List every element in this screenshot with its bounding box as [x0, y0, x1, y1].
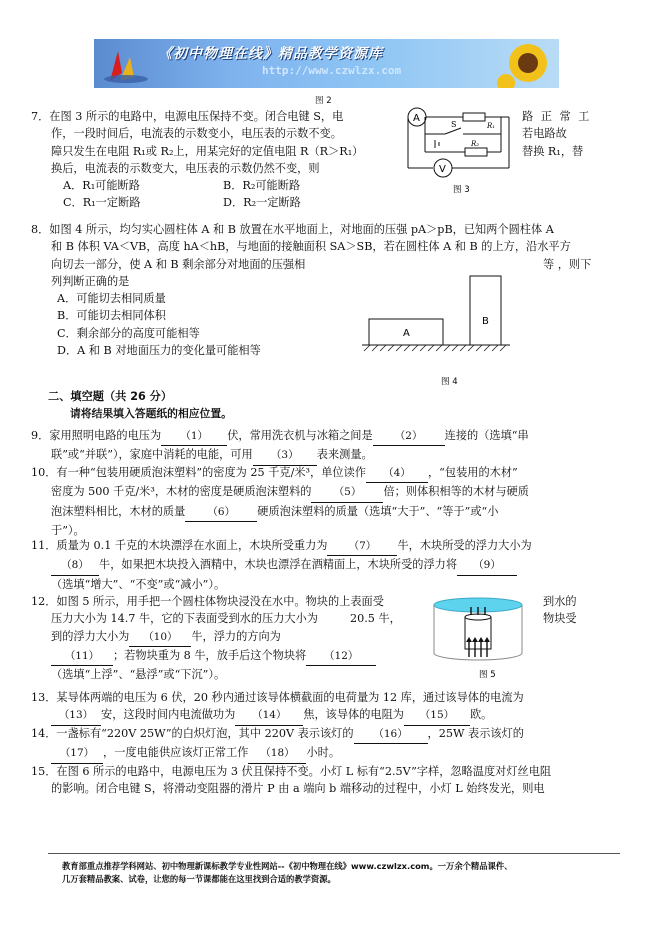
q10-text-3: 密度为 500 千克/米³，木材的密度是硬质泡沫塑料的 [51, 485, 312, 499]
q12-text-1: 12．如图 5 所示，用手把一个圆柱体物块浸没在水中。物块的上表面受 [31, 595, 384, 608]
question-14 [31, 725, 651, 764]
figure-4-caption: 图 4 [441, 377, 458, 386]
q8-option-a: A．可能切去相同质量 [57, 292, 166, 306]
question-10 [31, 464, 651, 539]
answer-blank-4: （4） [366, 465, 428, 483]
q7-line-3-right: 替换 R₁，替 [522, 144, 584, 158]
answer-blank-15: （15） [404, 707, 470, 725]
q13-text-2: 安，这段时间内电流做功为 [101, 708, 236, 722]
ammeter-label: A [413, 113, 420, 124]
question-7 [31, 108, 411, 211]
q8-option-b: B．可能切去相同体积 [57, 309, 166, 323]
q10-text-6: 硬质泡沫塑料的质量（选填“大于”、“等于”或“小 [257, 504, 499, 518]
answer-blank-17: （17） [51, 745, 103, 763]
q12-text-2-mid: 20.5 牛， [350, 612, 401, 626]
q11-text-3: 牛，如果把木块投入酒精中，木块也漂浮在酒精面上，木块所受的浮力将 [99, 558, 458, 572]
q8-option-d: D．A 和 B 对地面压力的变化量可能相等 [57, 344, 261, 358]
q9-text-5: 表来测量。 [316, 448, 373, 462]
switch-label: S [451, 120, 457, 129]
cylinder-b [470, 276, 501, 345]
q8-line-3: 向切去一部分，使 A 和 B 剩余部分对地面的压强相 [51, 257, 306, 271]
resistor-r2 [465, 148, 487, 156]
answer-blank-8: （8） [51, 557, 99, 575]
q7-line-2: 作，一段时间后，电流表的示数变小，电压表的示数不变。 [51, 127, 342, 141]
figure-3-caption: 图 3 [453, 185, 470, 194]
cylinder-b-label: B [482, 316, 489, 327]
answer-blank-2: （2） [373, 428, 445, 446]
section-2-instruction: 请将结果填入答题纸的相应位置。 [70, 407, 232, 420]
q8-line-3-right: 等 ，则下 [543, 257, 592, 271]
footer [62, 860, 622, 886]
q10-text-4: 倍；则体积相等的木材与硬质 [383, 485, 529, 499]
header-banner [94, 39, 559, 88]
banner-title: 《初中物理在线》精品教学资源库 [158, 46, 383, 62]
q12-text-5: ；若物块重为 8 牛，放手后这个物块将 [113, 648, 307, 662]
answer-blank-5: （5） [311, 484, 383, 502]
q7-line-3: 障只发生在电阻 R₁或 R₂上，用某完好的定值电阻 R（R＞R₁） [51, 144, 364, 158]
q12-text-1-right: 到水的 [543, 595, 577, 608]
q14-text-1: 14．一盏标有“220V 25W”的白炽灯泡，其中 220V 表示该灯的 [31, 727, 354, 740]
resistor-r1 [463, 113, 485, 121]
q9-text-3: 连接的（选填“串 [444, 429, 529, 442]
answer-blank-10: （10） [129, 629, 191, 647]
q7-option-b: B．R₂可能断路 [223, 179, 301, 193]
q14-text-2: ，25W 表示该灯的 [427, 727, 524, 740]
q13-text-3: 焦，该导体的电阻为 [303, 708, 404, 722]
q12-text-4: 牛，浮力的方向为 [191, 629, 281, 643]
question-11 [31, 537, 651, 593]
q7-option-d: D．R₂一定断路 [223, 196, 301, 210]
answer-blank-3: （3） [253, 447, 317, 465]
answer-blank-6: （6） [185, 504, 257, 522]
q8-line-4: 列判断正确的是 [51, 274, 130, 288]
q14-text-3: ，一度电能供应该灯正常工作 [103, 746, 249, 760]
answer-blank-9: （9） [457, 557, 517, 575]
q11-text-1: 11．质量为 0.1 千克的木块漂浮在水面上，木块所受重力为 [31, 539, 328, 552]
question-8 [31, 221, 651, 359]
ground-hatch [364, 345, 506, 351]
r1-label: R₁ [487, 122, 496, 130]
footer-line-1: 教育部重点推荐学科网站、初中物理新课标教学专业性网站--《初中物理在线》www.czwlzx.com。一万余个精品课件、 [62, 861, 513, 871]
q7-line-2-right: 若电路故 [522, 127, 567, 141]
answer-blank-18: （18） [248, 745, 306, 763]
q7-line-1: 7．在图 3 所示的电路中，电源电压保持不变。闭合电键 S，电 [31, 110, 344, 123]
q9-text-2: 伏，常用洗衣机与冰箱之间是 [227, 429, 373, 442]
cylinder-a-label: A [403, 328, 410, 339]
figure-5-beaker [423, 593, 533, 681]
q9-text-1: 9．家用照明电路的电压为 [31, 429, 162, 442]
q13-text-4: 欧。 [469, 708, 493, 722]
answer-blank-1: （1） [161, 428, 227, 446]
q10-text-5: 泡沫塑料相比，木材的质量 [51, 504, 186, 518]
q7-option-a: A．R₁可能断路 [63, 179, 140, 193]
figure-3-circuit [405, 104, 517, 194]
footer-line-2: 几万套精品教案、试卷，让您的每一节课都能在这里找到合适的教学资源。 [62, 874, 336, 884]
banner-url: http://www.czwlzx.com [262, 64, 402, 77]
q11-text-4: （选填“增大”、“不变”或“减小”）。 [51, 577, 226, 591]
q12-text-2: 压力大小为 14.7 牛，它的下表面受到水的压力大小为 [51, 612, 318, 626]
question-9 [31, 427, 651, 466]
site-logo-icon [100, 43, 152, 85]
question-15 [31, 763, 651, 798]
q10-text-2: ，“包装用的木材” [427, 466, 518, 479]
q9-text-4: 联”或“并联”），家庭中消耗的电能，可用 [51, 448, 253, 462]
q7-line-4: 换后，电流表的示数变大，电压表的示数仍然不变，则 [51, 161, 320, 175]
q13-text-1: 13．某导体两端的电压为 6 伏，20 秒内通过该导体横截面的电荷量为 12 库，通过该导体的电流为 [31, 691, 524, 704]
q7-option-c: C．R₁一定断路 [63, 196, 141, 210]
answer-blank-14: （14） [235, 707, 303, 725]
q10-text-7: 于”）。 [51, 523, 85, 537]
q8-line-1: 8．如图 4 所示，均匀实心圆柱体 A 和 B 放置在水平地面上，对地面的压强 pA＞pB，已知两个圆柱体 A [31, 223, 554, 236]
q8-option-c: C．剩余部分的高度可能相等 [57, 326, 200, 340]
figure-4-cylinders [362, 270, 512, 386]
figure-2-caption: 图 2 [315, 96, 332, 106]
question-12 [31, 593, 651, 683]
footer-divider [48, 853, 620, 854]
answer-blank-16: （16） [354, 726, 428, 744]
q15-line-1: 15．在图 6 所示的电路中，电源电压为 3 伏且保持不变。小灯 L 标有“2.5V”字样，忽略温度对灯丝电阻 [31, 765, 552, 778]
q12-text-2-right: 物块受 [543, 612, 577, 626]
q14-text-4: 小时。 [306, 746, 341, 760]
question-13 [31, 689, 651, 726]
q8-line-2: 和 B 体积 VA＜VB，高度 hA＜hB，与地面的接触面积 SA＞SB，若在圆柱体 A 和 B 的上方，沿水平方 [51, 240, 571, 254]
answer-blank-12: （12） [306, 648, 376, 666]
voltmeter-label: V [439, 164, 446, 175]
answer-blank-11: （11） [51, 648, 113, 666]
q7-line-1-right: 路 正 常 工 [522, 110, 592, 123]
sunflower-icon [494, 39, 559, 88]
answer-blank-13: （13） [51, 707, 101, 725]
answer-blank-7: （7） [327, 538, 397, 556]
q12-text-6: （选填“上浮”、“悬浮”或“下沉”）。 [51, 668, 226, 682]
q11-text-2: 牛，木块所受的浮力大小为 [397, 539, 532, 552]
section-2-title: 二、填空题（共 26 分） [48, 390, 173, 403]
q15-line-2: 的影响。闭合电键 S，将滑动变阻器的滑片 P 由 a 端向 b 端移动的过程中，小灯 L 始终发光，则电 [51, 782, 545, 796]
figure-5-caption: 图 5 [479, 670, 496, 680]
q10-text-1: 10．有一种“包装用硬质泡沫塑料”的密度为 25 千克/米³，单位读作 [31, 466, 366, 479]
r2-label: R₂ [471, 140, 480, 148]
q12-text-3: 到的浮力大小为 [51, 629, 130, 643]
